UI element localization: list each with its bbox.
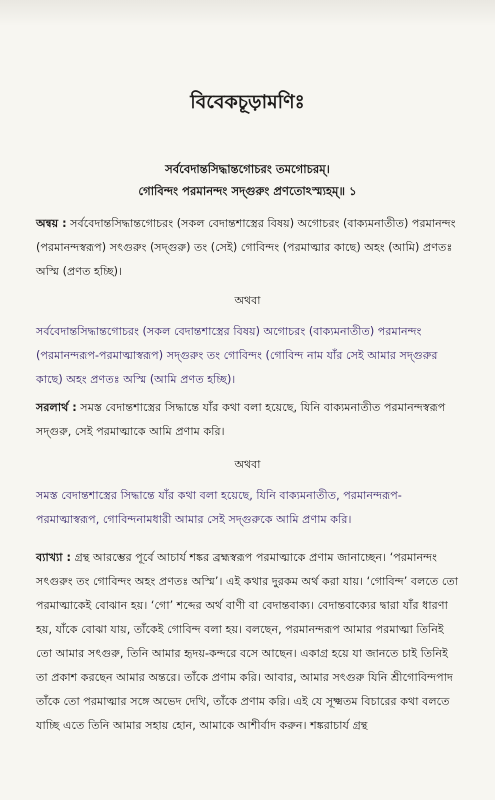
saralartha-paragraph <box>36 396 462 444</box>
athaba-divider-1: অথবা <box>234 294 261 307</box>
verse-line-2: গোবিন্দং পরমানন্দং সদ্‌গুরুং প্রণতোঽস্ম্যহম্‌॥ ১ <box>138 184 357 198</box>
byakhya-text: গ্রন্থ আরম্ভের পূর্বে আচার্য শঙ্কর ব্রহ্মস্বরূপ পরমাত্মাকে প্রণাম জানাচ্ছেন। ‘পরমানন্দং সৎগুরুং তং গোবিন্দং অহং প্রণতঃ অস্মি’। এই কথার দুরকম অর্থ করা যায়। ‘গোবিন্দ’ বলতে তো পরমাত্মাকেই বোঝান হয়। ‘গো’ শব্দের অর্থ বাণী বা বেদান্তবাক্য। বেদান্তবাক্যের দ্বারা যাঁর ধারণা হয়, যাঁকে বোঝা যায়, তাঁকেই গোবিন্দ বলা হয়। বলছেন, পরমানন্দরূপ আমার পরমাত্মা তিনিই তো আমার সৎগুরু, তিনি আমার হৃদয়-কন্দরে বসে আছেন। একাগ্র হয়ে যা জানতে চাই তিনিই তা প্রকাশ করছেন আমার অন্তরে। তাঁকে প্রণাম করি। আবার, আমার সৎগুরু যিনি শ্রীগোবিন্দপাদ তাঁকে তো পরমাত্মার সঙ্গে অভেদ দেখি, তাঁকে প্রণাম করি। এই যে সূক্ষ্মতম বিচারের কথা বলতে যাচ্ছি এতে তিনি আমার সহায় হোন, আমাকে আশীর্বাদ করুন। শঙ্করাচার্য গ্রন্থ <box>36 551 459 732</box>
saralartha-label: সরলার্থ : <box>36 401 77 414</box>
alt-saralartha-paragraph: সমস্ত বেদান্তশাস্ত্রের সিদ্ধান্তে যাঁর কথা বলা হয়েছে, যিনি বাক্যমনাতীত, পরমানন্দরূপ-পরমাত্মাস্বরূপ, গোবিন্দনামধারী আমার সেই সদ্‌গুরুকে আমি প্রণাম করি। <box>36 489 402 526</box>
byakhya-paragraph <box>36 546 462 738</box>
saralartha-text: সমস্ত বেদান্তশাস্ত্রের সিদ্ধান্তে যাঁর কথা বলা হয়েছে, যিনি বাক্যমনাতীত পরমানন্দস্বরূপ সদ্‌গুরু, সেই পরমাত্মাকে আমি প্রণাম করি। <box>36 401 446 438</box>
verse-block <box>0 158 495 202</box>
athaba-divider-2: অথবা <box>234 458 261 471</box>
anvaya-paragraph <box>36 212 462 284</box>
alt-anvaya-paragraph: সর্ববেদান্তসিদ্ধান্তগোচরং (সকল বেদান্তশাস্ত্রের বিষয়) অগোচরং (বাক্যমনাতীত) পরমানন্দং (পরমানন্দরূপ-পরমাত্মাস্বরূপ) সদ্‌গুরুং তং গোবিন্দং (গোবিন্দ নাম যাঁর সেই আমার সদ্‌গুরুর কাছে) অহং প্রণতঃ অস্মি (আমি প্রণত হচ্ছি)। <box>36 325 438 386</box>
anvaya-label: অন্বয় : <box>36 217 67 230</box>
verse-line-1: সর্ববেদান্তসিদ্ধান্তগোচরং তমগোচরম্‌। <box>165 162 330 176</box>
byakhya-label: ব্যাখ্যা : <box>36 551 71 564</box>
page-title: বিবেকচূড়ামণিঃ <box>190 91 305 113</box>
page-top-shadow <box>0 0 495 26</box>
anvaya-text: সর্ববেদান্তসিদ্ধান্তগোচরং (সকল বেদান্তশাস্ত্রের বিষয়) অগোচরং (বাক্যমনাতীত) পরমানন্দং (পরমানন্দস্বরূপ) সৎগুরুং (সদ্গুরু) তং (সেই) গোবিন্দং (পরমাত্মার কাছে) অহং (আমি) প্রণতঃ অস্মি (প্রণত হচ্ছি)। <box>36 217 456 278</box>
